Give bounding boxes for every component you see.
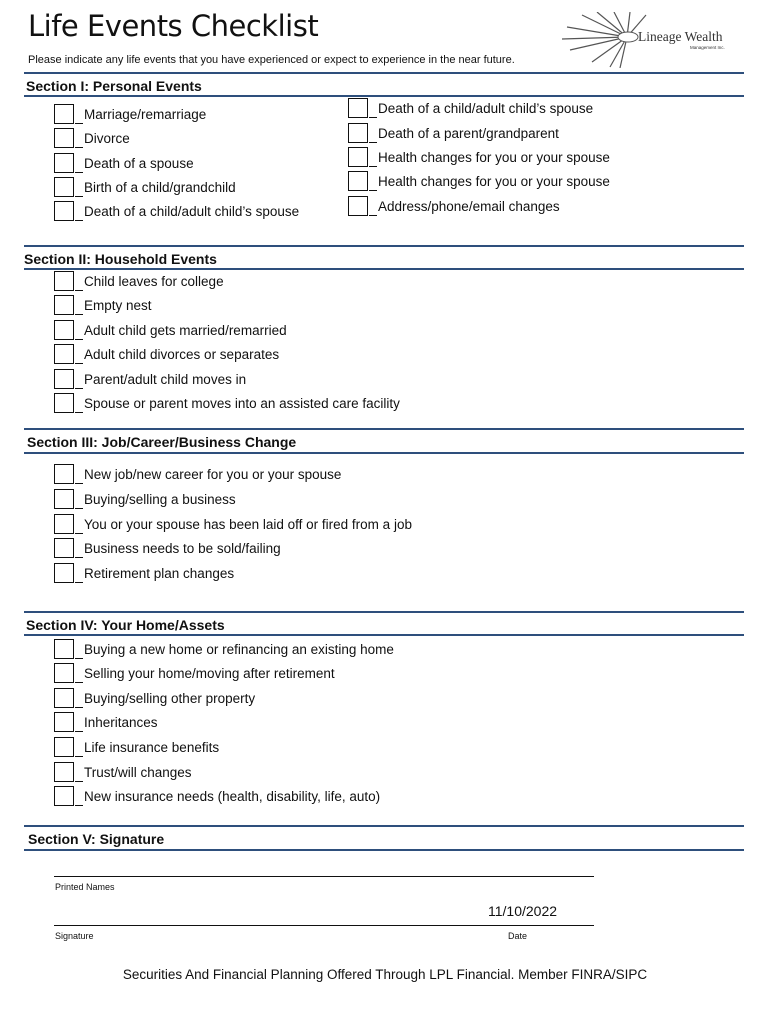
checkbox[interactable]	[54, 104, 74, 124]
printed-names-label: Printed Names	[55, 882, 115, 892]
checkbox[interactable]	[54, 563, 74, 583]
date-label: Date	[508, 931, 528, 941]
svg-text:Lineage Wealth: Lineage Wealth	[638, 29, 723, 44]
company-logo	[562, 12, 740, 68]
checkbox[interactable]	[54, 786, 74, 806]
checklist-item[interactable]	[54, 293, 152, 315]
checklist-item-label: Selling your home/moving after retirement	[84, 666, 335, 681]
checklist-item-label: Marriage/remarriage	[84, 107, 207, 122]
checklist-item-label: Adult child gets married/remarried	[84, 323, 287, 338]
checklist-item-label: Death of a child/adult child’s spouse	[378, 101, 594, 116]
checkbox[interactable]	[54, 514, 74, 534]
checklist-item[interactable]	[54, 151, 194, 173]
checklist-item[interactable]	[54, 102, 206, 124]
checklist-item[interactable]	[54, 760, 192, 782]
checklist-item[interactable]	[348, 145, 610, 167]
checklist-item-label: Buying/selling other property	[84, 691, 256, 706]
section-title-home-assets: Section IV: Your Home/Assets	[26, 617, 225, 633]
checkbox[interactable]	[348, 147, 368, 167]
checklist-item[interactable]	[54, 462, 341, 484]
checklist-item[interactable]	[54, 367, 246, 389]
checkbox[interactable]	[54, 464, 74, 484]
checklist-item[interactable]	[54, 126, 130, 148]
checklist-item[interactable]	[348, 121, 559, 143]
section-rule	[24, 611, 744, 613]
checklist-item-label: Death of a parent/grandparent	[378, 126, 559, 141]
checkbox[interactable]	[54, 320, 74, 340]
checkbox[interactable]	[54, 295, 74, 315]
checklist-item-label: Inheritances	[84, 715, 158, 730]
checklist-item[interactable]	[54, 536, 281, 558]
svg-text:Management Inc.: Management Inc.	[690, 45, 725, 50]
checkbox[interactable]	[54, 712, 74, 732]
checklist-item[interactable]	[54, 637, 394, 659]
checkbox[interactable]	[54, 489, 74, 509]
checklist-item-label: Buying a new home or refinancing an existing home	[84, 642, 394, 657]
checklist-item-label: Address/phone/email changes	[378, 199, 560, 214]
checklist-item[interactable]	[54, 487, 236, 509]
checklist-item-label: Adult child divorces or separates	[84, 347, 280, 362]
section-rule	[24, 245, 744, 247]
checkbox[interactable]	[54, 201, 74, 221]
checklist-item-label: Buying/selling a business	[84, 492, 236, 507]
signature-label: Signature	[55, 931, 94, 941]
checklist-item[interactable]	[54, 175, 236, 197]
checklist-item[interactable]	[54, 199, 299, 221]
printed-names-field[interactable]	[54, 876, 594, 877]
checkbox[interactable]	[54, 538, 74, 558]
checklist-item-label: Death of a spouse	[84, 156, 194, 171]
checkbox[interactable]	[54, 762, 74, 782]
checkbox[interactable]	[54, 393, 74, 413]
checkbox[interactable]	[54, 688, 74, 708]
page-title: Life Events Checklist	[28, 9, 319, 43]
checklist-item-label: Business needs to be sold/failing	[84, 541, 281, 556]
checklist-item-label: Child leaves for college	[84, 274, 224, 289]
checklist-item-label: Parent/adult child moves in	[84, 372, 247, 387]
checklist-item-label: Empty nest	[84, 298, 152, 313]
signature-field[interactable]	[54, 925, 594, 926]
checklist-item[interactable]	[348, 96, 593, 118]
checklist-item[interactable]	[54, 735, 219, 757]
section-rule	[24, 849, 744, 851]
checklist-item-label: Death of a child/adult child’s spouse	[84, 204, 300, 219]
checklist-item[interactable]	[54, 784, 380, 806]
checkbox[interactable]	[54, 153, 74, 173]
checklist-item-label: Divorce	[84, 131, 130, 146]
sunburst-logo-icon	[562, 12, 740, 68]
section-rule	[24, 72, 744, 74]
footer-disclosure: Securities And Financial Planning Offered Through LPL Financial. Member FINRA/SIPC	[122, 967, 648, 982]
checklist-item[interactable]	[54, 561, 234, 583]
section-rule	[24, 825, 744, 827]
page-subtitle: Please indicate any life events that you have experienced or expect to experience in the near future.	[28, 54, 515, 66]
checkbox[interactable]	[54, 663, 74, 683]
checklist-item[interactable]	[348, 169, 610, 191]
checklist-item-label: Health changes for you or your spouse	[378, 174, 610, 189]
checkbox[interactable]	[348, 171, 368, 191]
checkbox[interactable]	[54, 344, 74, 364]
checklist-item-label: Spouse or parent moves into an assisted care facility	[84, 396, 400, 411]
checklist-item-label: Birth of a child/grandchild	[84, 180, 236, 195]
checkbox[interactable]	[348, 98, 368, 118]
checkbox[interactable]	[54, 177, 74, 197]
checklist-item[interactable]	[54, 269, 224, 291]
section-rule	[24, 452, 744, 454]
checkbox[interactable]	[348, 123, 368, 143]
checkbox[interactable]	[54, 369, 74, 389]
checklist-item-label: Life insurance benefits	[84, 740, 220, 755]
checklist-item[interactable]	[54, 318, 287, 340]
checklist-item[interactable]	[54, 342, 279, 364]
checklist-item[interactable]	[54, 512, 412, 534]
section-rule	[24, 428, 744, 430]
checklist-item-label: Trust/will changes	[84, 765, 192, 780]
checklist-item-label: You or your spouse has been laid off or fired from a job	[84, 517, 412, 532]
checkbox[interactable]	[54, 271, 74, 291]
section-rule	[24, 634, 744, 636]
checkbox[interactable]	[54, 128, 74, 148]
checklist-item[interactable]	[54, 391, 400, 413]
checklist-item[interactable]	[54, 661, 335, 683]
checkbox[interactable]	[348, 196, 368, 216]
checklist-item[interactable]	[54, 686, 255, 708]
section-title-personal-events: Section I: Personal Events	[26, 78, 202, 94]
checklist-item[interactable]	[348, 194, 560, 216]
checklist-item-label: Health changes for you or your spouse	[378, 150, 610, 165]
checklist-item-label: New insurance needs (health, disability, life, auto)	[84, 789, 381, 804]
section-title-job-career: Section III: Job/Career/Business Change	[27, 434, 297, 450]
section-title-signature: Section V: Signature	[28, 831, 165, 847]
section-title-household-events: Section II: Household Events	[24, 251, 217, 267]
date-value: 11/10/2022	[488, 903, 558, 919]
checkbox[interactable]	[54, 639, 74, 659]
checklist-item-label: Retirement plan changes	[84, 566, 235, 581]
checkbox[interactable]	[54, 737, 74, 757]
checklist-item[interactable]	[54, 710, 158, 732]
checklist-item-label: New job/new career for you or your spouse	[84, 467, 342, 482]
